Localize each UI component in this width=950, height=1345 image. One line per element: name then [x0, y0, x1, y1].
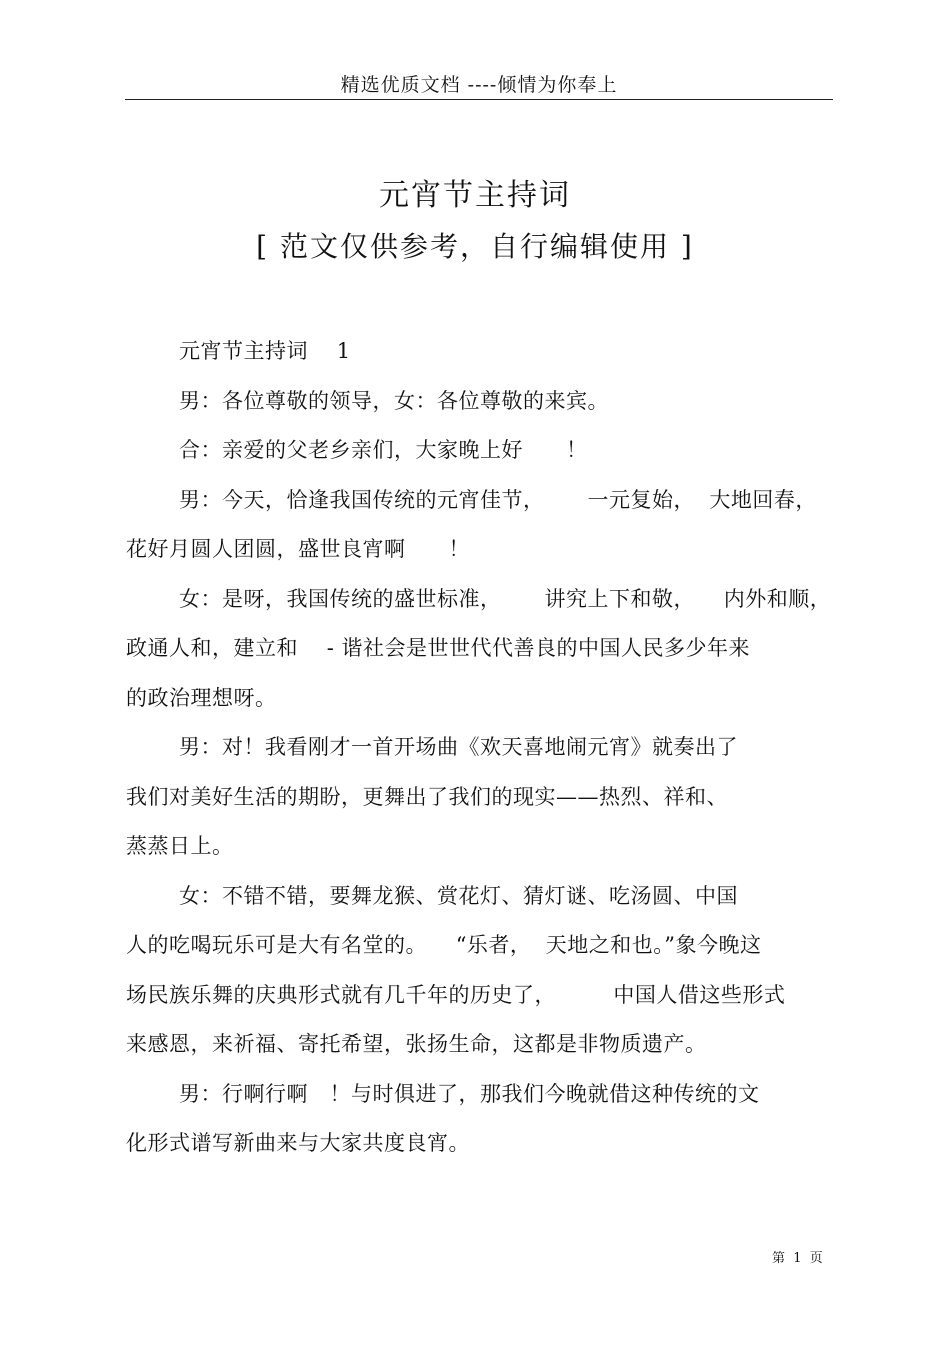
paragraph-line: 女：是呀，我国传统的盛世标准， 讲究上下和敬， 内外和顺， [179, 586, 832, 611]
paragraph-line: 场民族乐舞的庆典形式就有几千年的历史了， 中国人借这些形式 [126, 982, 786, 1007]
document-title: 元宵节主持词 [379, 178, 571, 213]
paragraph-line: 的政治理想呀。 [126, 685, 277, 710]
paragraph-line: 来感恩，来祈福、寄托希望，张扬生命，这都是非物质遗产。 [126, 1032, 707, 1056]
paragraph-line: 女：不错不错，要舞龙猴、赏花灯、猜灯谜、吃汤圆、中国 [179, 883, 738, 908]
document-subtitle: [ 范文仅供参考，自行编辑使用 ] [256, 230, 694, 263]
paragraph-line: 蒸蒸日上。 [126, 834, 234, 858]
paragraph-line: 人的吃喝玩乐可是大有名堂的。 “乐者， 天地之和也。”象今晚这 [126, 933, 762, 957]
page-number: 第 1 页 [772, 1251, 823, 1266]
paragraph-line: 男：行啊行啊 ！与时俱进了，那我们今晚就借这种传统的文 [179, 1081, 760, 1106]
paragraph-line: 男：各位尊敬的领导，女：各位尊敬的来宾。 [179, 388, 609, 413]
paragraph-line: 花好月圆人团圆，盛世良宵啊 ！ [126, 537, 471, 561]
document-header: 精选优质文档 ----倾情为你奉上 [340, 74, 618, 96]
paragraph-line: 我们对美好生活的期盼，更舞出了我们的现实——热烈、祥和、 [126, 784, 728, 809]
paragraph-line: 男：对！我看刚才一首开场曲《欢天喜地闹元宵》就奏出了 [179, 735, 738, 759]
header-divider [125, 99, 833, 100]
paragraph-line: 政通人和，建立和 - 谐社会是世世代代善良的中国人民多少年来 [126, 636, 750, 660]
paragraph-line: 男：今天，恰逢我国传统的元宵佳节， 一元复始， 大地回春， [179, 487, 817, 512]
paragraph-line: 合：亲爱的父老乡亲们，大家晚上好 ！ [179, 438, 588, 462]
section-heading: 元宵节主持词 1 [179, 339, 351, 363]
document-body [126, 327, 832, 1169]
paragraph-line: 化形式谱写新曲来与大家共度良宵。 [126, 1131, 470, 1155]
